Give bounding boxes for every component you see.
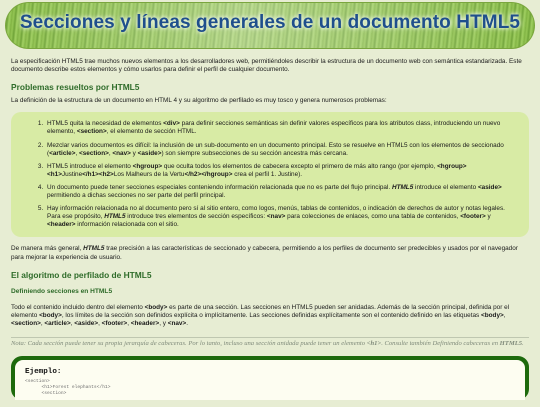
text-run: , (503, 311, 506, 319)
code-term: <section> (11, 319, 41, 327)
code-term: <article> (44, 319, 71, 327)
text-run: , y (159, 319, 168, 327)
section-heading-problems: Problemas resueltos por HTML5 (11, 82, 140, 93)
text-run: , (70, 319, 75, 327)
code-line: <section> (25, 379, 50, 385)
article-content (5, 58, 535, 400)
code-term: <body> (144, 303, 168, 311)
text-run: y (485, 213, 491, 221)
text-run: HTML5 quita la necesidad de elementos (47, 120, 164, 128)
text-run: . (522, 340, 524, 348)
code-term: </h2></hgroup> (184, 170, 233, 178)
subheading-defining-sections: Definiendo secciones en HTML5 (11, 287, 113, 295)
text-run: crea el perfil 1. Justine). (232, 170, 303, 178)
code-line: <h1>Forest elephants</h1> (25, 385, 111, 391)
text-run: HTML5 introduce el elemento (47, 162, 133, 170)
example-inner (15, 360, 525, 400)
code-term: <section> (76, 128, 107, 136)
text-run: , (75, 149, 79, 157)
text-run: introduce el elemento (413, 183, 478, 191)
code-term: <body> (39, 311, 62, 319)
example-box (11, 356, 529, 400)
text-run: Nota: Cada sección puede tener su propia jerarquía de cabeceras. Por lo tanto, incluso una sección anidada puede tener un elemento (11, 340, 367, 348)
code-term: HTML5 (499, 340, 523, 348)
code-term: <body> (481, 311, 504, 319)
code-term: <header> (47, 221, 76, 229)
code-term: <nav> (167, 319, 187, 327)
code-term: <div> (163, 120, 180, 128)
code-term: <article> (49, 149, 76, 157)
text-run: Hay información relacionada no al documento pero sí al sitio entero, como logos, menús, tablas de contenidos, o indicación de derechos de autor y notas legales. Para ese propósito, (47, 205, 505, 221)
text-run: De manera más general, (11, 245, 84, 253)
section-heading-algorithm: El algoritmo de perfilado de HTML5 (11, 269, 152, 280)
problem-item (45, 184, 509, 200)
problem-item (45, 163, 509, 179)
text-run: permitiendo a dichas secciones no ser parte del perfil principal. (47, 192, 226, 200)
intro-paragraph: La especificación HTML5 trae muchos nuevos elementos a los desarrolladores web, permitiéndoles describir la estructura de un documento web con semántica estandarizada. Este documento describe estos elementos y cómo usarlos para definir el perfil de cualquier documento. (11, 58, 522, 74)
code-term: <footer> (101, 319, 128, 327)
emphasis-text: HTML5 (104, 213, 126, 221)
text-run: , (98, 319, 102, 327)
text-run: introduce tres elementos de sección específicos: (125, 213, 267, 221)
example-code (25, 379, 515, 397)
code-term: <hgroup><h1> (47, 162, 467, 178)
code-line: <section> (25, 391, 67, 397)
text-run: para colecciones de enlaces, como una tabla de contenidos, (285, 213, 461, 221)
text-run: Los Malheurs de la Vertu (113, 170, 185, 178)
emphasis-text: HTML5 (391, 183, 414, 191)
code-term: <header> (130, 319, 160, 327)
text-run: , (127, 319, 131, 327)
page-title: Secciones y líneas generales de un documento HTML5 (19, 12, 521, 33)
code-term: <h1> (366, 340, 382, 348)
text-run: Todo el contenido incluido dentro del elemento (11, 303, 145, 311)
code-term: <section> (79, 149, 109, 157)
example-title: Ejemplo: (25, 368, 62, 377)
emphasis-text: HTML5 (83, 245, 105, 253)
code-term: <aside> (137, 149, 162, 157)
text-run: trae precisión a las características de seccionado y cabecera, permitiendo a los perfiles de documento ser predecibles y usados por el navegador para mejorar la experiencia de usuario. (11, 245, 518, 261)
text-run: , (108, 149, 113, 157)
text-run: es parte de una sección. Las secciones en HTML5 pueden ser anidadas. Además de la sección principal, definida por el elemento (11, 303, 510, 319)
text-run: , (40, 319, 45, 327)
summary-paragraph (11, 245, 529, 261)
text-run: , los límites de la sección son definidos explícita o implícitamente. Las secciones definidas explícitamente son el contenido definido en las etiquetas (61, 311, 481, 319)
page (5, 2, 535, 400)
text-run: Mezclar varios documentos es difícil: la inclusión de un sub-documento en un documento principal. Esto se resuelve en HTML5 con los elementos de seccionado ( (47, 141, 504, 157)
text-run: . Consulte también Definiendo cabeceras en (381, 340, 500, 348)
problems-lead: La definición de la estructura de un documento en HTML 4 y su algoritmo de perfilado es muy tosco y genera numerosos problemas: (11, 97, 387, 105)
text-run: Justine (61, 170, 83, 178)
problem-item (45, 142, 509, 158)
text-run: , el elemento de sección HTML. (106, 128, 197, 136)
algorithm-paragraph (11, 304, 529, 328)
note-paragraph (11, 337, 529, 348)
text-run: ) son siempre subsecciones de su sección ancestra más cercana. (161, 149, 348, 157)
code-term: <nav> (266, 213, 286, 221)
code-term: <aside> (74, 319, 99, 327)
code-term: <nav> (112, 149, 131, 157)
problem-item (45, 205, 509, 229)
code-term: <hgroup> (132, 162, 163, 170)
text-run: para definir secciones semánticas sin definir valores específicos para los atributos class, introduciendo un nuevo elemento, (47, 120, 501, 136)
code-term: <footer> (460, 213, 486, 221)
problem-item (45, 120, 509, 136)
text-run: y (130, 149, 138, 157)
text-run: Un documento puede tener secciones especiales conteniendo información relacionada que no es parte del flujo principal. (47, 183, 392, 191)
text-run: que oculta todos los elementos de cabecera excepto el primero de más alto rango (por ejemplo, (162, 162, 438, 170)
code-term: </h1><h2> (82, 170, 114, 178)
code-term: <aside> (477, 183, 502, 191)
text-run: . (186, 319, 188, 327)
problems-list (11, 112, 529, 237)
page-banner (5, 2, 535, 49)
text-run: información relacionada con el sitio. (75, 221, 179, 229)
